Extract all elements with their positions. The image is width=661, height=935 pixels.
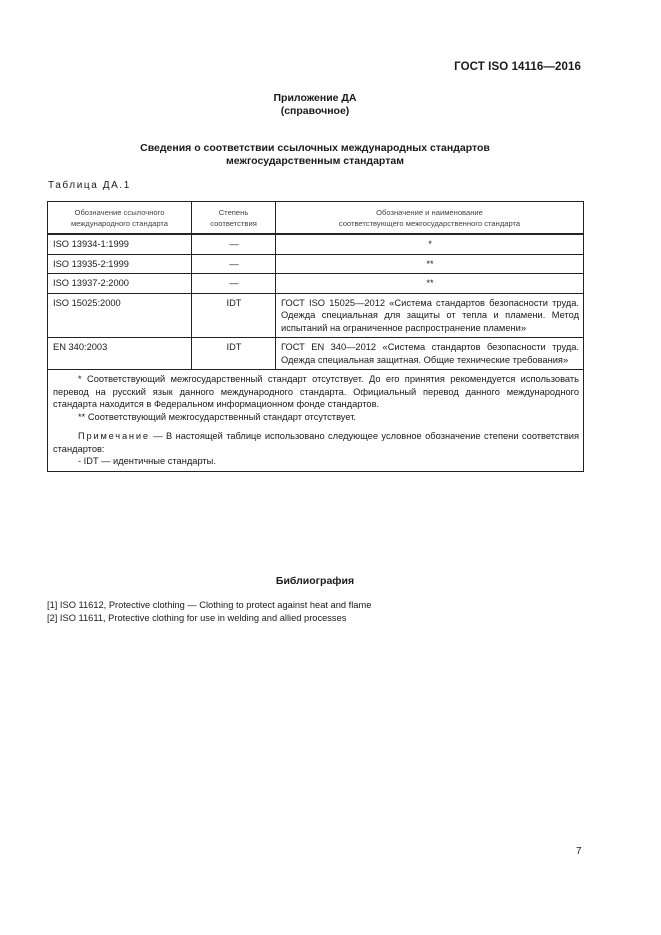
cell-degree: — <box>192 254 276 274</box>
bibliography-item: [2] ISO 11611, Protective clothing for use in welding and allied processes <box>47 613 347 623</box>
cell-national: ГОСТ EN 340—2012 «Система стандартов безопасности труда. Одежда специальная защитная. Общие технические требования» <box>276 338 584 370</box>
cell-reference: ISO 13934-1:1999 <box>48 234 192 254</box>
cell-national: ** <box>276 254 584 274</box>
note-label: Примечание <box>78 431 150 441</box>
cell-degree: IDT <box>192 338 276 370</box>
correspondence-table <box>47 201 584 472</box>
table-note <box>53 430 579 455</box>
table-row <box>48 254 584 274</box>
note-text: — В настоящей таблице использовано следующее условное обозначение степени соответствия стандартов: <box>53 431 579 454</box>
cell-national: * <box>276 234 584 254</box>
cell-degree: — <box>192 234 276 254</box>
bibliography-item: [1] ISO 11612, Protective clothing — Clothing to protect against heat and flame <box>47 600 372 610</box>
table-header-row <box>48 202 584 235</box>
cell-national: ** <box>276 274 584 294</box>
cell-national: ГОСТ ISO 15025—2012 «Система стандартов безопасности труда. Одежда специальная для защиты от тепла и пламени. Метод испытаний на ограниченное распространение пламени» <box>276 293 584 338</box>
bibliography-title: Библиография <box>275 575 355 587</box>
table-label: Таблица ДА.1 <box>48 180 131 191</box>
note-item: - IDT — идентичные стандарты. <box>78 456 216 466</box>
section-heading <box>0 142 630 168</box>
table-row <box>48 274 584 294</box>
table-row <box>48 293 584 338</box>
page-number: 7 <box>576 846 582 857</box>
table-row <box>48 338 584 370</box>
annex-title: Приложение ДА <box>273 92 357 104</box>
document-code: ГОСТ ISO 14116—2016 <box>454 61 581 73</box>
header-degree: Степень соответствия <box>192 202 276 235</box>
cell-reference: EN 340:2003 <box>48 338 192 370</box>
cell-reference: ISO 13935-2:1999 <box>48 254 192 274</box>
cell-reference: ISO 13937-2:2000 <box>48 274 192 294</box>
annex-subtitle: (справочное) <box>280 105 350 117</box>
footnote-double-star: ** Соответствующий межгосударственный стандарт отсутствует. <box>78 411 357 422</box>
table-notes <box>48 370 584 472</box>
cell-degree: IDT <box>192 293 276 338</box>
footnote-single-star: * Соответствующий межгосударственный стандарт отсутствует. До его принятия рекомендуется использовать перевод на русский язык данного международного стандарта. Официальный перевод данного международного стандарта находится в Федеральном информационном фонде стандартов. <box>53 374 579 409</box>
header-national-standard: Обозначение и наименование соответствующего межгосударственного стандарта <box>276 202 584 235</box>
section-title-line1: Сведения о соответствии ссылочных международных стандартов <box>140 142 490 154</box>
annex-heading <box>0 92 630 118</box>
table-notes-row <box>48 370 584 472</box>
cell-degree: — <box>192 274 276 294</box>
cell-reference: ISO 15025:2000 <box>48 293 192 338</box>
section-title-line2: межгосударственным стандартам <box>226 155 404 167</box>
header-reference-standard: Обозначение ссылочного международного стандарта <box>48 202 192 235</box>
table-row <box>48 234 584 254</box>
